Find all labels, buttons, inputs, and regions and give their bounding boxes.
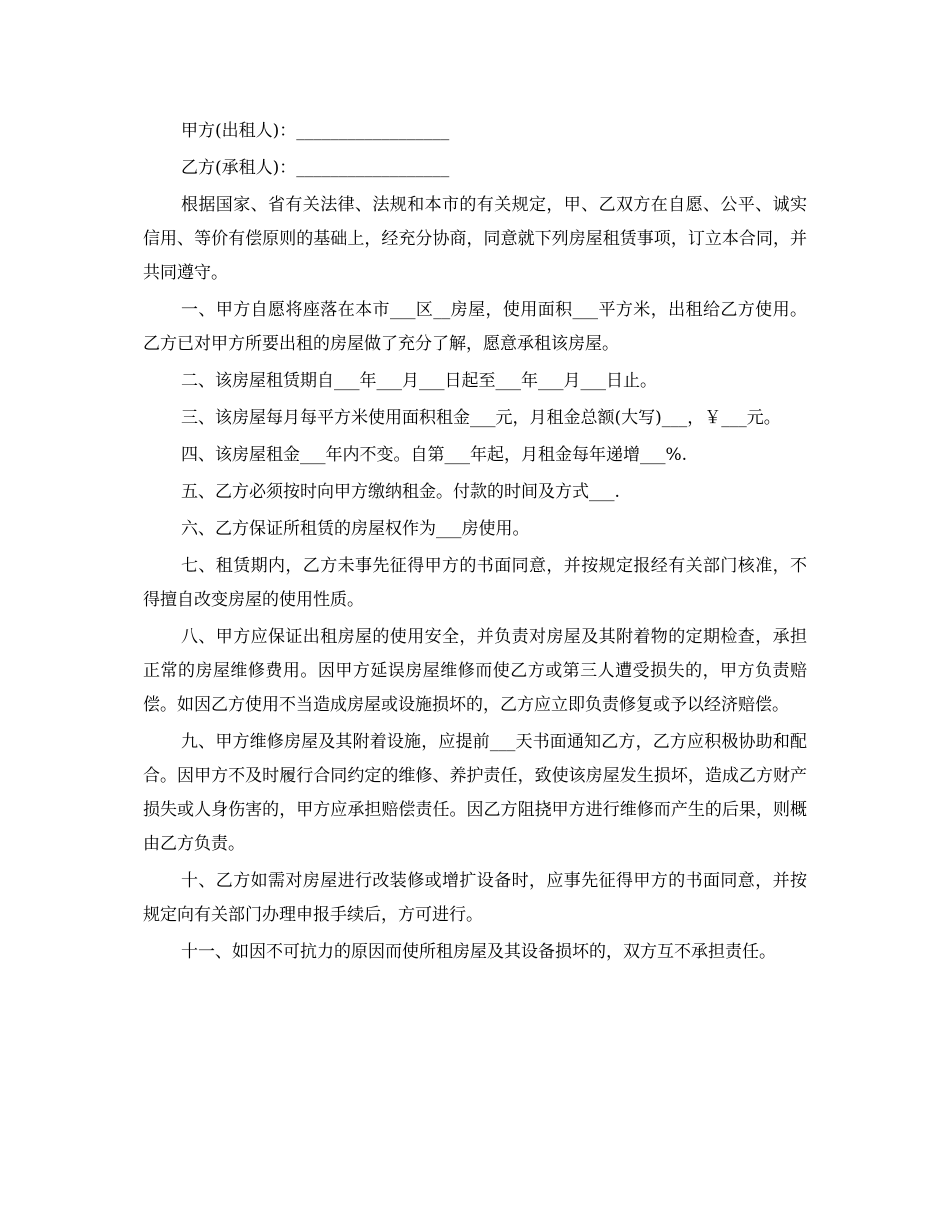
party-a-line: 甲方(出租人)：__________________ [181, 121, 450, 141]
clause-2: 二、该房屋租赁期自___年___月___日起至___年___月___日止。 [181, 371, 657, 391]
contract-page [143, 114, 807, 972]
clause-6: 六、乙方保证所租赁的房屋权作为___房使用。 [181, 519, 530, 539]
preamble-paragraph: 根据国家、省有关法律、法规和本市的有关规定，甲、乙双方在自愿、公平、诚实信用、等价有偿原则的基础上，经充分协商，同意就下列房屋租赁事项，订立本合同，并共同遵守。 [143, 195, 807, 283]
clause-5: 五、乙方必须按时向甲方缴纳租金。付款的时间及方式___. [181, 482, 620, 502]
clause-8: 八、甲方应保证出租房屋的使用安全，并负责对房屋及其附着物的定期检查，承担正常的房屋维修费用。因甲方延误房屋维修而使乙方或第三人遭受损失的，甲方负责赔偿。如因乙方使用不当造成房屋或设施损坏的，乙方应立即负责修复或予以经济赔偿。 [143, 627, 807, 715]
clause-7: 七、租赁期内，乙方未事先征得甲方的书面同意，并按规定报经有关部门核准，不得擅自改变房屋的使用性质。 [143, 556, 807, 610]
clause-10: 十、乙方如需对房屋进行改装修或增扩设备时，应事先征得甲方的书面同意，并按规定向有关部门办理申报手续后，方可进行。 [143, 871, 807, 925]
clause-3: 三、该房屋每月每平方米使用面积租金___元，月租金总额(大写)___，￥___元。 [181, 408, 781, 428]
clause-1: 一、甲方自愿将座落在本市___区__房屋，使用面积___平方米，出租给乙方使用。乙方已对甲方所要出租的房屋做了充分了解，愿意承租该房屋。 [143, 300, 807, 354]
party-b-line: 乙方(承租人)：__________________ [181, 158, 450, 178]
clause-9: 九、甲方维修房屋及其附着设施，应提前___天书面通知乙方，乙方应积极协助和配合。因甲方不及时履行合同约定的维修、养护责任，致使该房屋发生损坏，造成乙方财产损失或人身伤害的，甲方应承担赔偿责任。因乙方阻挠甲方进行维修而产生的后果，则概由乙方负责。 [143, 732, 807, 854]
clause-4: 四、该房屋租金___年内不变。自第___年起，月租金每年递增___%. [181, 445, 688, 465]
clause-11: 十一、如因不可抗力的原因而使所租房屋及其设备损坏的，双方互不承担责任。 [181, 942, 776, 962]
